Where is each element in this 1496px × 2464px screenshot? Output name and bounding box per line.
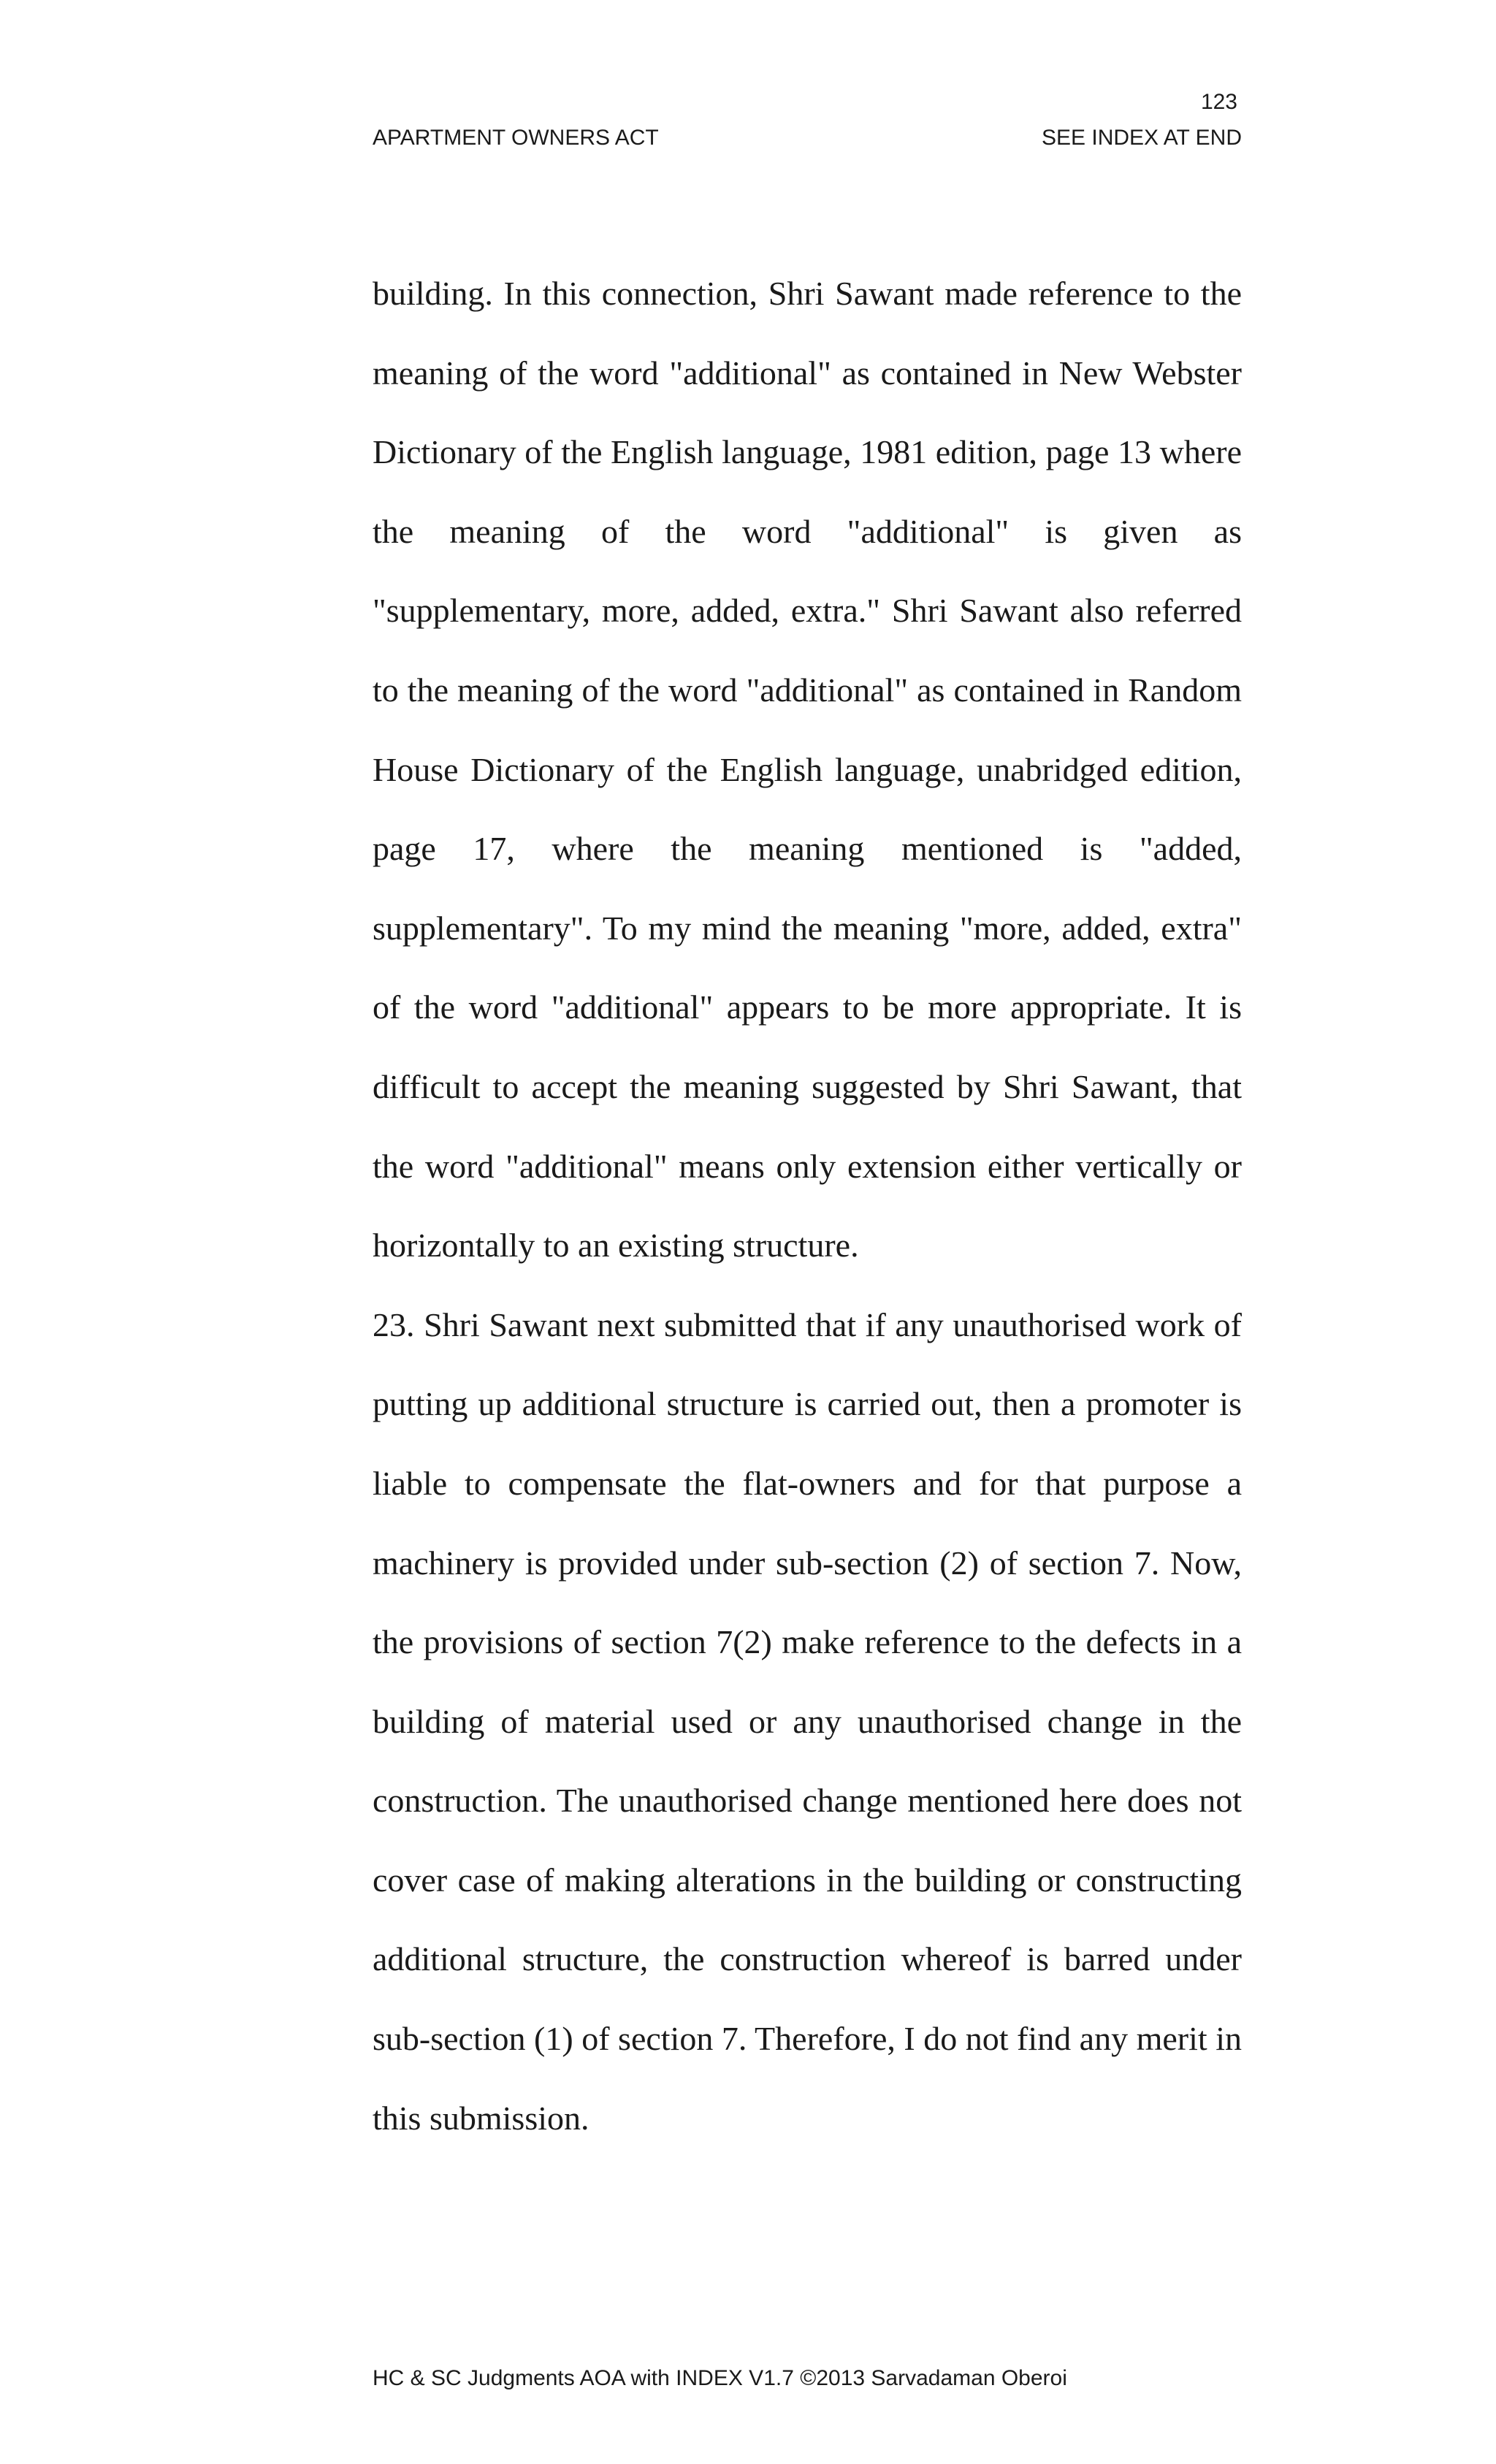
- paragraph-23-submission: 23. Shri Sawant next submitted that if any unauthorised work of putting up additional structure is carried out, then a promoter is liable to compensate the flat-owners and for that purpose a machinery is provided under sub-section (2) of section 7. Now, the provisions of section 7(2) make reference to the defects in a building of material used or any unauthorised change in the construction. The unauthorised change mentioned here does not cover case of making alterations in the building or constructing additional structure, the construction whereof is barred under sub-section (1) of section 7. Therefore, I do not find any merit in this submission.: [373, 1305, 1242, 2137]
- paragraph-dictionary-meaning: building. In this connection, Shri Sawant made reference to the meaning of the word "additional" as contained in New Webster Dictionary of the English language, 1981 edition, page 13 where the meaning of the word "additional" is given as "supplementary, more, added, extra." Shri Sawant also referred to the meaning of the word "additional" as contained in Random House Dictionary of the English language, unabridged edition, page 17, where the meaning mentioned is "added, supplementary". To my mind the meaning "more, added, extra" of the word "additional" appears to be more appropriate. It is difficult to accept the meaning suggested by Shri Sawant, that the word "additional" means only extension either vertically or horizontally to an existing structure.: [373, 275, 1242, 1265]
- header-left-title: APARTMENT OWNERS ACT: [373, 126, 659, 150]
- running-header: [373, 124, 1242, 152]
- document-body: [373, 254, 1242, 2158]
- page-number: 123: [1200, 90, 1237, 114]
- header-right-note: SEE INDEX AT END: [1042, 126, 1242, 150]
- page-footer: HC & SC Judgments AOA with INDEX V1.7 ©2013 Sarvadaman Oberoi: [373, 2366, 1067, 2390]
